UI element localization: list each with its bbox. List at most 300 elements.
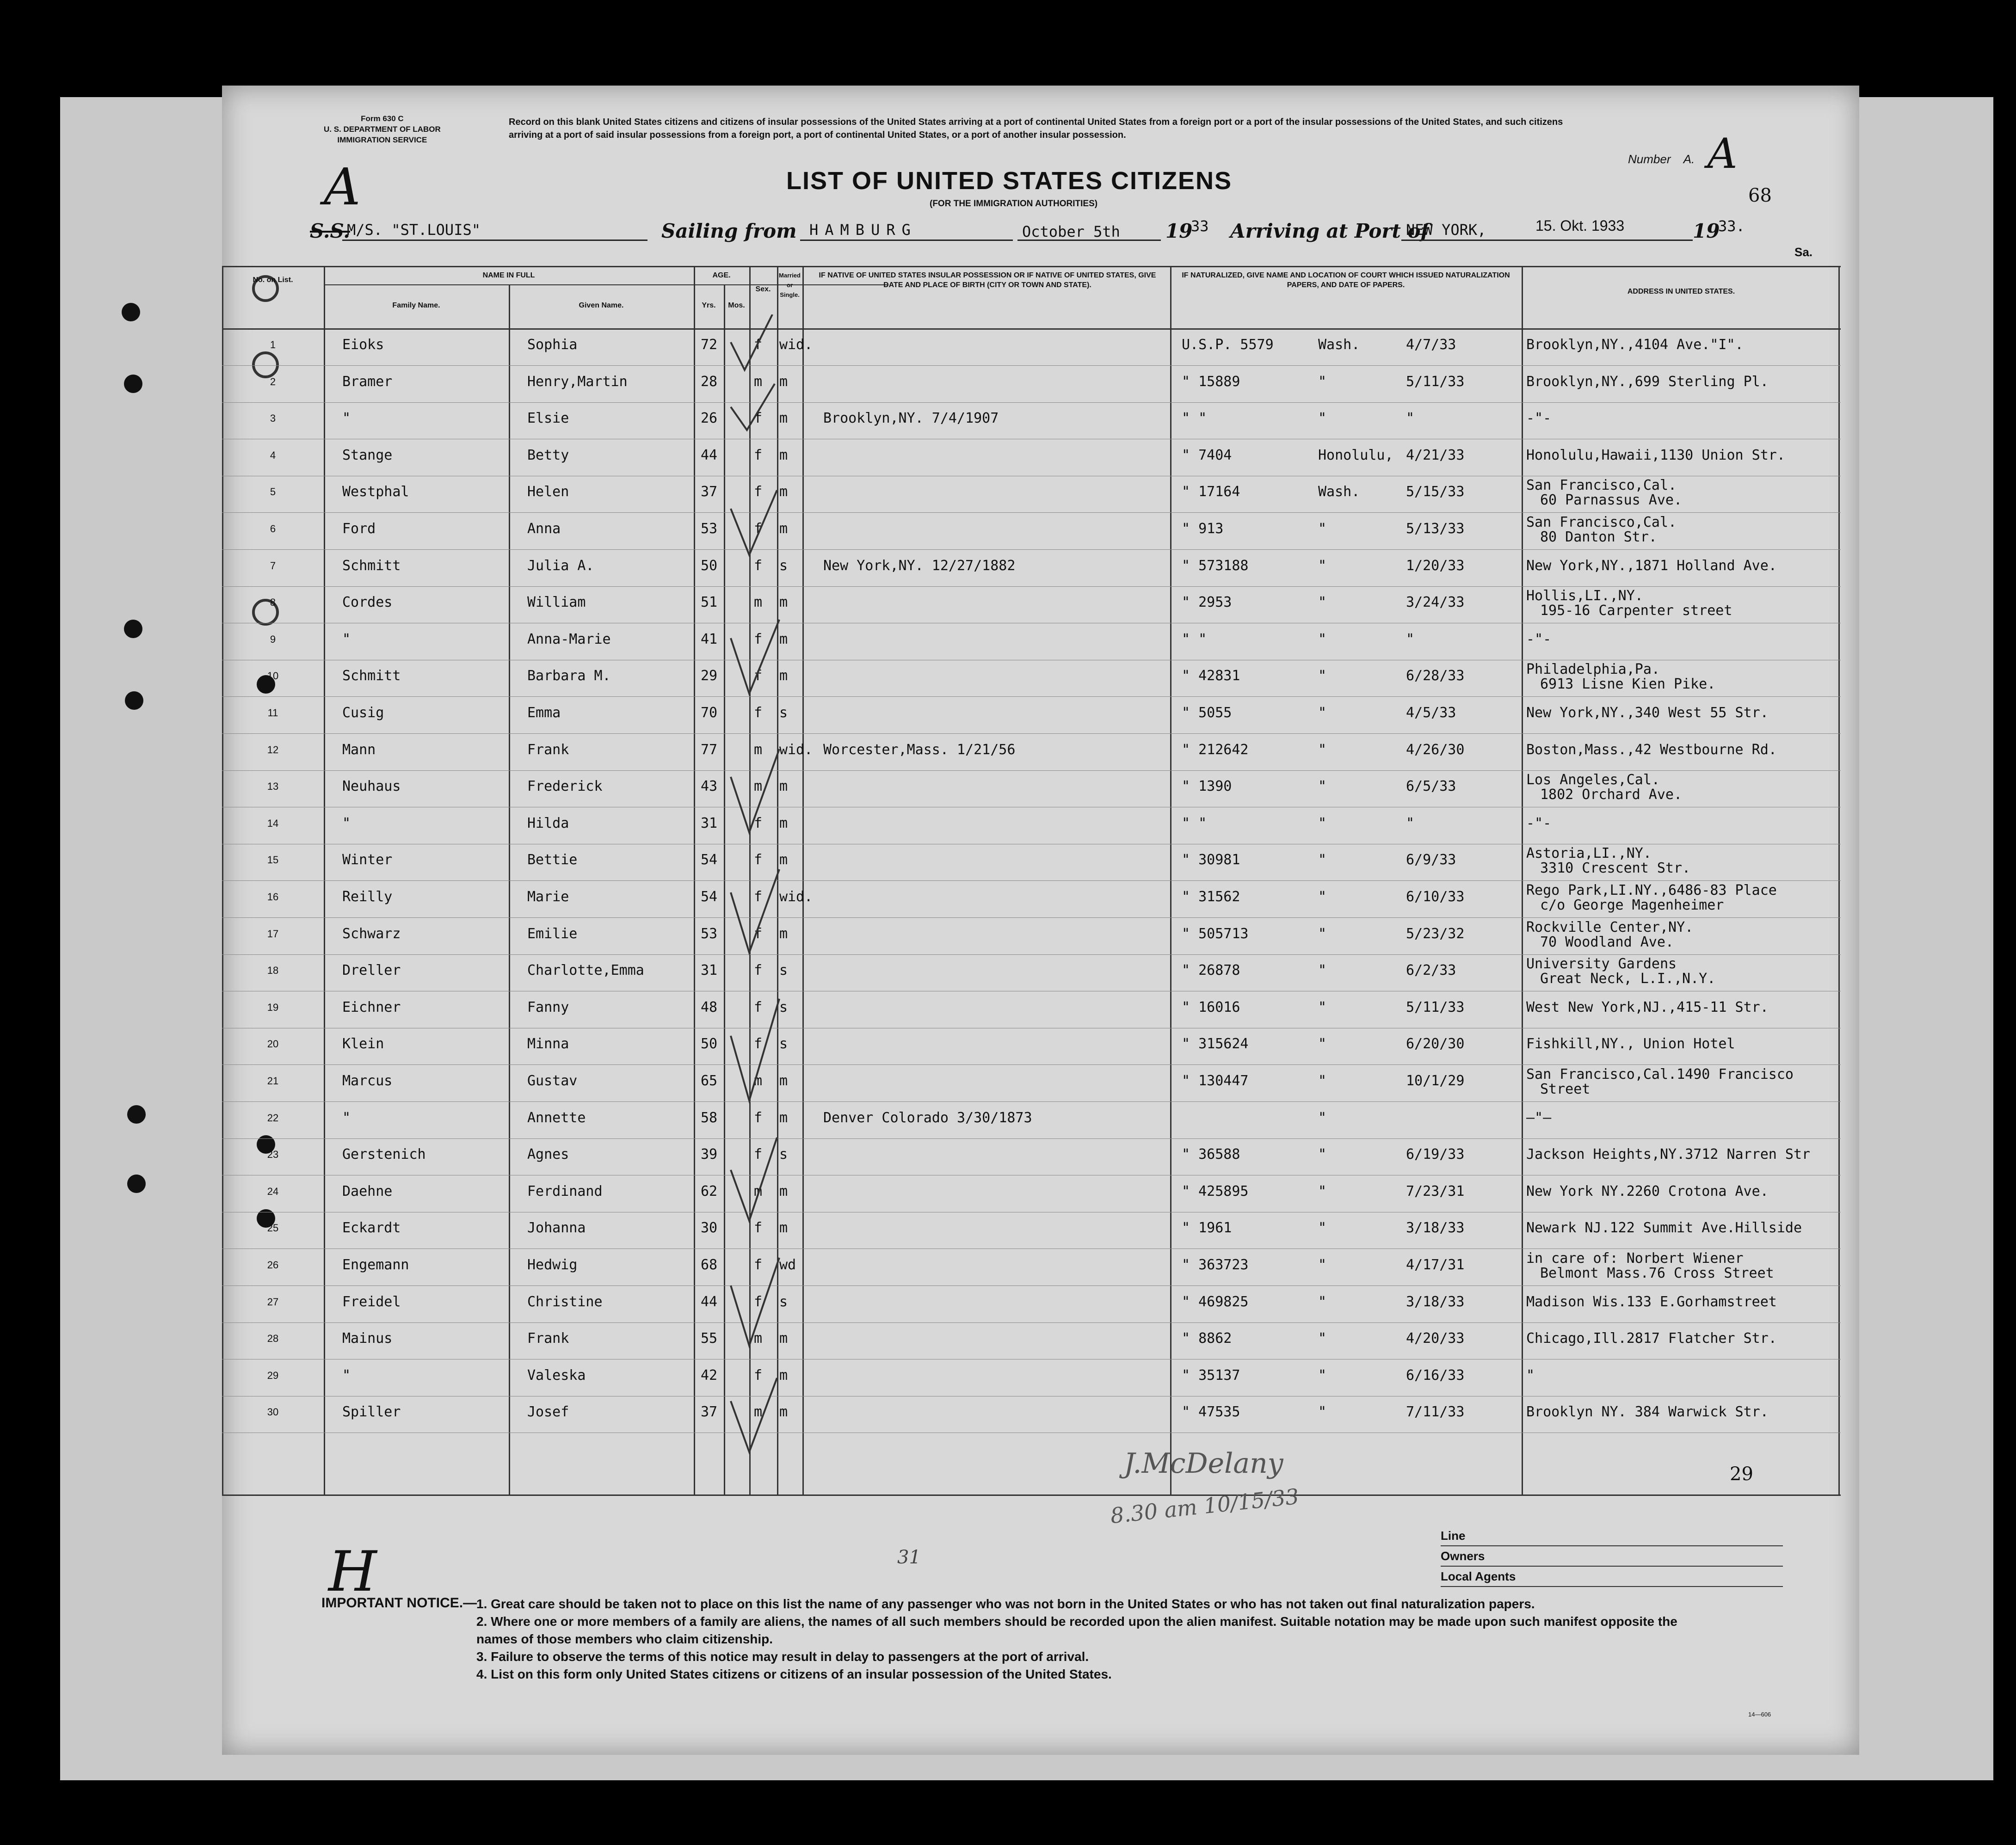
cell-ms: m (779, 447, 788, 463)
cell-loc: " (1318, 889, 1327, 905)
cell-age: 54 (701, 852, 718, 868)
cell-ms: m (779, 852, 788, 868)
cell-address-line2: 1802 Orchard Ave. (1540, 787, 1683, 803)
cell-ms: wid. (779, 741, 813, 758)
cell-loc: " (1318, 815, 1327, 831)
cell-family: " (342, 1109, 351, 1126)
cell-ms: m (779, 1330, 788, 1347)
cell-given: Hedwig (527, 1257, 578, 1273)
cell-sex: f (754, 999, 763, 1015)
cell-given: William (527, 594, 586, 611)
cell-no: 29 (267, 1369, 279, 1381)
cell-sex: f (754, 705, 763, 721)
sailing-line (310, 217, 1836, 250)
cell-loc: " (1318, 373, 1327, 390)
cell-address: Brooklyn NY. 384 Warwick Str. (1526, 1404, 1769, 1421)
top-instructions: Record on this blank United States citizens and citizens of insular possessions of the United States arriving at a port of continental United States from a foreign port or a port of the insular possessions of the United States, and such citizens arriving at a port of said insular possessions from a foreign port, a port of continental United States, or a port of another insular possession. (509, 117, 1563, 140)
cell-loc: " (1318, 1404, 1327, 1421)
cell-given: Marie (527, 889, 569, 905)
cell-ms: m (779, 521, 788, 537)
cell-date: 5/11/33 (1406, 999, 1465, 1015)
header-age: AGE. (712, 271, 731, 279)
cell-no: 6 (270, 523, 276, 535)
arrival-year: 33. (1718, 217, 1745, 235)
cell-no: 18 (267, 965, 279, 977)
cell-age: 50 (701, 1036, 718, 1052)
number-value: A. (1683, 152, 1695, 166)
notice-item: 2. Where one or more members of a family are aliens, the names of all such members should be recorded upon the alien manifest. Suitable notation may be made upon such manifest opposite the names of those members who claim citizenship. (476, 1614, 1677, 1646)
cell-age: 31 (701, 815, 718, 831)
cell-no: 22 (267, 1112, 279, 1124)
cell-given: Emma (527, 705, 561, 721)
cell-age: 37 (701, 1404, 718, 1421)
cell-given: Bettie (527, 852, 578, 868)
cell-given: Fanny (527, 999, 569, 1015)
cell-address: San Francisco,Cal.1490 Francisco (1526, 1066, 1794, 1082)
cell-given: Barbara M. (527, 668, 611, 684)
cell-age: 42 (701, 1367, 718, 1384)
cell-family: Cordes (342, 594, 393, 611)
number-label: Number (1628, 152, 1671, 166)
cell-address: San Francisco,Cal. (1526, 477, 1677, 494)
cell-given: Gustav (527, 1073, 578, 1089)
cell-given: Agnes (527, 1146, 569, 1163)
cell-age: 77 (701, 741, 718, 758)
cell-given: Josef (527, 1404, 569, 1421)
cell-sex: m (754, 594, 763, 611)
cell-date: 6/5/33 (1406, 778, 1456, 795)
cell-loc: Wash. (1318, 337, 1360, 353)
cell-loc: " (1318, 1367, 1327, 1384)
binder-hole (127, 1105, 146, 1124)
cell-family: Spiller (342, 1404, 401, 1421)
cell-ms: s (779, 999, 788, 1015)
cell-ms: wd (779, 1257, 796, 1273)
cell-family: Ford (342, 521, 376, 537)
cell-no: 27 (267, 1296, 279, 1308)
cell-given: Anna (527, 521, 561, 537)
cell-court: " 26878 (1182, 962, 1240, 979)
page-title: LIST OF UNITED STATES CITIZENS (786, 167, 1232, 195)
cell-date: " (1406, 631, 1415, 647)
cell-address: New York,NY.,1871 Holland Ave. (1526, 557, 1777, 574)
cell-age: 70 (701, 705, 718, 721)
cell-ms: m (779, 373, 788, 390)
cell-sex: f (754, 521, 763, 537)
cell-loc: " (1318, 925, 1327, 942)
notice-item: 4. List on this form only United States citizens or citizens of an insular possession of the United States. (476, 1667, 1112, 1681)
cell-no: 19 (267, 1001, 279, 1013)
cell-address-line2: 3310 Crescent Str. (1540, 860, 1691, 877)
cell-ms: m (779, 1367, 788, 1384)
cell-date: 6/19/33 (1406, 1146, 1465, 1163)
cell-loc: " (1318, 521, 1327, 537)
cell-address: " (1526, 1367, 1535, 1384)
cell-given: Julia A. (527, 557, 594, 574)
service-name: IMMIGRATION SERVICE (337, 135, 427, 144)
cell-loc: " (1318, 1183, 1327, 1199)
cell-age: 58 (701, 1109, 718, 1126)
cell-address: Rego Park,LI.NY.,6486-83 Place (1526, 882, 1777, 898)
page-subtitle: (FOR THE IMMIGRATION AUTHORITIES) (930, 199, 1098, 209)
cell-address: Brooklyn,NY.,699 Sterling Pl. (1526, 373, 1769, 390)
cell-no: 4 (270, 449, 276, 461)
cell-date: 6/16/33 (1406, 1367, 1465, 1384)
cell-ms: s (779, 1036, 788, 1052)
handwritten-letter: A (324, 157, 361, 216)
row-rule (222, 1064, 1841, 1065)
cell-given: Valeska (527, 1367, 586, 1384)
cell-date: 6/20/30 (1406, 1036, 1465, 1052)
cell-ms: s (779, 1293, 788, 1310)
cell-sex: f (754, 925, 763, 942)
important-notice-list (476, 1595, 1679, 1683)
binder-hole (124, 375, 142, 393)
cell-address-line2: Belmont Mass.76 Cross Street (1540, 1265, 1774, 1281)
cell-ms: m (779, 631, 788, 647)
cell-court: " 425895 (1182, 1183, 1249, 1199)
cell-court: " 469825 (1182, 1293, 1249, 1310)
cell-given: Charlotte,Emma (527, 962, 644, 979)
cell-address: Chicago,Ill.2817 Flatcher Str. (1526, 1330, 1777, 1347)
cell-address: Rockville Center,NY. (1526, 919, 1694, 935)
cell-date: 4/21/33 (1406, 447, 1465, 463)
cell-given: Ferdinand (527, 1183, 603, 1199)
cell-court: " 36588 (1182, 1146, 1240, 1163)
year-prefix: 19 (1165, 220, 1193, 242)
cell-family: " (342, 631, 351, 647)
cell-family: Schwarz (342, 925, 401, 942)
cell-court: " " (1182, 815, 1207, 831)
cell-given: Emilie (527, 925, 578, 942)
cell-no: 20 (267, 1038, 279, 1050)
cell-age: 55 (701, 1330, 718, 1347)
cell-date: 3/18/33 (1406, 1220, 1465, 1236)
cell-court: " 16016 (1182, 999, 1240, 1015)
cell-age: 72 (701, 337, 718, 353)
cell-birth: Denver Colorado 3/30/1873 (823, 1109, 1032, 1126)
cell-date: 7/23/31 (1406, 1183, 1465, 1199)
cell-no: 14 (267, 817, 279, 829)
cell-given: Henry,Martin (527, 373, 628, 390)
cell-age: 39 (701, 1146, 718, 1163)
list-number (1628, 125, 1738, 178)
cell-court: " 15889 (1182, 373, 1240, 390)
cell-family: Daehne (342, 1183, 393, 1199)
cell-court: " 7404 (1182, 447, 1232, 463)
cell-family: " (342, 815, 351, 831)
cell-age: 53 (701, 521, 718, 537)
cell-sex: f (754, 815, 763, 831)
cell-sex: f (754, 631, 763, 647)
cell-age: 29 (701, 668, 718, 684)
cell-date: 4/20/33 (1406, 1330, 1465, 1347)
row-rule (222, 1101, 1841, 1102)
cell-sex: m (754, 1330, 763, 1347)
cell-sex: f (754, 337, 763, 353)
cell-family: Neuhaus (342, 778, 401, 795)
cell-address: Los Angeles,Cal. (1526, 772, 1660, 788)
cell-family: Westphal (342, 484, 409, 500)
cell-loc: " (1318, 631, 1327, 647)
cell-date: " (1406, 815, 1415, 831)
cell-loc: " (1318, 594, 1327, 611)
cell-date: 5/13/33 (1406, 521, 1465, 537)
cell-sex: f (754, 410, 763, 427)
cell-family: Engemann (342, 1257, 409, 1273)
cell-address: San Francisco,Cal. (1526, 514, 1677, 530)
cell-sex: f (754, 1257, 763, 1273)
binder-hole (125, 691, 143, 710)
cell-no: 2 (270, 375, 276, 387)
cell-date: " (1406, 410, 1415, 427)
cell-sex: m (754, 1183, 763, 1199)
form-number: Form 630 C (361, 114, 404, 123)
cell-date: 6/2/33 (1406, 962, 1456, 979)
cell-date: 5/23/32 (1406, 925, 1465, 942)
cell-no: 26 (267, 1259, 279, 1271)
notice-item: 3. Failure to observe the terms of this notice may result in delay to passengers at the port of arrival. (476, 1649, 1089, 1664)
port-to: NEW YORK, (1406, 221, 1486, 239)
cell-address: -"- (1526, 815, 1552, 831)
cell-address: —"— (1526, 1109, 1552, 1126)
cell-court: " 5055 (1182, 705, 1232, 721)
cell-loc: " (1318, 778, 1327, 795)
cell-family: Eckardt (342, 1220, 401, 1236)
cell-date: 4/5/33 (1406, 705, 1456, 721)
cell-date: 4/26/30 (1406, 741, 1465, 758)
cell-court: " 47535 (1182, 1404, 1240, 1421)
cell-birth: Brooklyn,NY. 7/4/1907 (823, 410, 999, 427)
row-rule (222, 1322, 1841, 1323)
row-rule (222, 733, 1841, 734)
binder-hole (127, 1175, 146, 1193)
cell-loc: " (1318, 705, 1327, 721)
cell-ms: s (779, 557, 788, 574)
cell-date: 3/18/33 (1406, 1293, 1465, 1310)
cell-family: Eioks (342, 337, 384, 353)
cell-given: Betty (527, 447, 569, 463)
arriving-label: Arriving at Port of (1230, 220, 1429, 242)
cell-court: " " (1182, 410, 1207, 427)
cell-sex: f (754, 1220, 763, 1236)
cell-address-line2: 60 Parnassus Ave. (1540, 492, 1683, 509)
owners-label: Owners (1441, 1546, 1783, 1567)
cell-address: -"- (1526, 410, 1552, 427)
cell-no: 25 (267, 1222, 279, 1234)
cell-address-line2: 80 Danton Str. (1540, 529, 1657, 545)
cell-court: " 42831 (1182, 668, 1240, 684)
header-family-name: Family Name. (392, 301, 440, 309)
cell-address: Brooklyn,NY.,4104 Ave."I". (1526, 337, 1744, 353)
cell-address: University Gardens (1526, 956, 1677, 972)
cell-loc: " (1318, 1146, 1327, 1163)
cell-given: Helen (527, 484, 569, 500)
cell-no: 12 (267, 744, 279, 756)
cell-date: 6/28/33 (1406, 668, 1465, 684)
cell-court: " 2953 (1182, 594, 1232, 611)
cell-given: Frank (527, 741, 569, 758)
cell-age: 62 (701, 1183, 718, 1199)
cell-no: 23 (267, 1149, 279, 1161)
cell-ms: m (779, 1073, 788, 1089)
cell-birth: Worcester,Mass. 1/21/56 (823, 741, 1016, 758)
cell-family: Bramer (342, 373, 393, 390)
cell-sex: m (754, 1073, 763, 1089)
cell-no: 13 (267, 781, 279, 793)
cell-age: 37 (701, 484, 718, 500)
cell-ms: s (779, 1146, 788, 1163)
form-code: 14—606 (1748, 1711, 1771, 1718)
cell-family: " (342, 410, 351, 427)
header-number: No. on List. (253, 276, 293, 284)
cell-court: " 17164 (1182, 484, 1240, 500)
cell-loc: " (1318, 1073, 1327, 1089)
cell-address: in care of: Norbert Wiener (1526, 1250, 1744, 1267)
stray-mark: 31 (897, 1547, 921, 1568)
cell-age: 68 (701, 1257, 718, 1273)
cell-family: Marcus (342, 1073, 393, 1089)
row-rule (222, 512, 1841, 513)
cell-address: Boston,Mass.,42 Westbourne Rd. (1526, 741, 1777, 758)
header-native-birth: IF NATIVE OF UNITED STATES INSULAR POSSESSION OR IF NATIVE OF UNITED STATES, GIVE DATE AND PLACE OF BIRTH (CITY OR TOWN AND STATE). (819, 271, 1156, 289)
cell-address-line2: Great Neck, L.I.,N.Y. (1540, 971, 1716, 987)
cell-address: Hollis,LI.,NY. (1526, 588, 1643, 604)
cell-loc: " (1318, 1293, 1327, 1310)
cell-age: 44 (701, 447, 718, 463)
cell-no: 28 (267, 1333, 279, 1345)
header-given-name: Given Name. (579, 301, 624, 309)
cell-loc: " (1318, 1036, 1327, 1052)
cell-sex: f (754, 1146, 763, 1163)
cell-family: Freidel (342, 1293, 401, 1310)
cell-no: 1 (270, 339, 276, 351)
cell-family: Cusig (342, 705, 384, 721)
cell-age: 31 (701, 962, 718, 979)
cell-court: " 212642 (1182, 741, 1249, 758)
header-years: Yrs. (702, 301, 716, 309)
cell-loc: " (1318, 1109, 1327, 1126)
cell-no: 21 (267, 1075, 279, 1087)
cell-family: Winter (342, 852, 393, 868)
cell-given: Minna (527, 1036, 569, 1052)
cell-address-line2: c/o George Magenheimer (1540, 897, 1724, 913)
cell-court: " 30981 (1182, 852, 1240, 868)
cell-address: Fishkill,NY., Union Hotel (1526, 1036, 1735, 1052)
cell-court: " 130447 (1182, 1073, 1249, 1089)
cell-age: 43 (701, 778, 718, 795)
cell-given: Elsie (527, 410, 569, 427)
cell-address: -"- (1526, 631, 1552, 647)
cell-date: 4/17/31 (1406, 1257, 1465, 1273)
passenger-table (222, 266, 1841, 1496)
row-rule (222, 1248, 1841, 1249)
cell-sex: f (754, 962, 763, 979)
cell-sex: f (754, 1293, 763, 1310)
cell-sex: f (754, 484, 763, 500)
cell-court: " 31562 (1182, 889, 1240, 905)
cell-sex: f (754, 557, 763, 574)
cell-court: " 573188 (1182, 557, 1249, 574)
cell-family: Eichner (342, 999, 401, 1015)
ss-label: S.S. (310, 220, 350, 242)
cell-ms: wid. (779, 889, 813, 905)
sailing-year: 33 (1191, 217, 1209, 235)
cell-loc: Wash. (1318, 484, 1360, 500)
cell-court: " 1390 (1182, 778, 1232, 795)
check-marks (721, 314, 786, 1480)
form-id-block (324, 113, 441, 145)
cell-family: Reilly (342, 889, 393, 905)
cell-given: Sophia (527, 337, 578, 353)
cell-ms: s (779, 962, 788, 979)
important-notice-title: IMPORTANT NOTICE.— (321, 1595, 477, 1611)
cell-address-line2: 195-16 Carpenter street (1540, 603, 1732, 619)
cell-sex: f (754, 889, 763, 905)
cell-loc: " (1318, 410, 1327, 427)
cell-age: 28 (701, 373, 718, 390)
cell-age: 51 (701, 594, 718, 611)
cell-ms: m (779, 1404, 788, 1421)
cell-court: " 505713 (1182, 925, 1249, 942)
cell-loc: " (1318, 1330, 1327, 1347)
header-address: ADDRESS IN UNITED STATES. (1627, 288, 1735, 295)
cell-ms: m (779, 484, 788, 500)
cell-date: 4/7/33 (1406, 337, 1456, 353)
cell-no: 9 (270, 633, 276, 645)
cell-ms: m (779, 1183, 788, 1199)
cell-no: 24 (267, 1185, 279, 1197)
cell-ms: m (779, 1220, 788, 1236)
cell-date: 7/11/33 (1406, 1404, 1465, 1421)
cell-address-line2: Street (1540, 1081, 1591, 1097)
cell-family: Mann (342, 741, 376, 758)
cell-sex: f (754, 668, 763, 684)
cell-sex: f (754, 1109, 763, 1126)
cell-sex: m (754, 373, 763, 390)
sailing-date: October 5th (1022, 223, 1120, 240)
cell-loc: " (1318, 668, 1327, 684)
cell-age: 26 (701, 410, 718, 427)
row-rule (222, 880, 1841, 881)
cell-loc: " (1318, 741, 1327, 758)
header-months: Mos. (728, 301, 745, 309)
row-rule (222, 402, 1841, 403)
row-rule (222, 696, 1841, 697)
row-rule (222, 586, 1841, 587)
cell-address: Astoria,LI.,NY. (1526, 845, 1652, 862)
cell-date: 5/11/33 (1406, 373, 1465, 390)
cell-given: Frederick (527, 778, 603, 795)
date-stamp: 8.30 am 10/15/33 (1109, 1483, 1301, 1529)
cell-loc: " (1318, 999, 1327, 1015)
cell-family: Gerstenich (342, 1146, 426, 1163)
sailing-from-label: Sailing from (661, 220, 797, 242)
cell-no: 15 (267, 854, 279, 866)
cell-loc: " (1318, 557, 1327, 574)
row-rule (222, 954, 1841, 955)
cell-sex: f (754, 447, 763, 463)
cell-age: 30 (701, 1220, 718, 1236)
cell-no: 17 (267, 928, 279, 940)
cell-no: 11 (267, 707, 278, 719)
header-naturalization: IF NATURALIZED, GIVE NAME AND LOCATION OF COURT WHICH ISSUED NATURALIZATION PAPERS, AND DATE OF PAPERS. (1182, 271, 1510, 289)
cell-court: " 8862 (1182, 1330, 1232, 1347)
notice-item: 1. Great care should be taken not to place on this list the name of any passenger who was not born in the United States or who has not taken out final naturalization papers. (476, 1597, 1535, 1611)
cell-family: Dreller (342, 962, 401, 979)
cell-no: 5 (270, 486, 276, 498)
cell-birth: New York,NY. 12/27/1882 (823, 557, 1016, 574)
